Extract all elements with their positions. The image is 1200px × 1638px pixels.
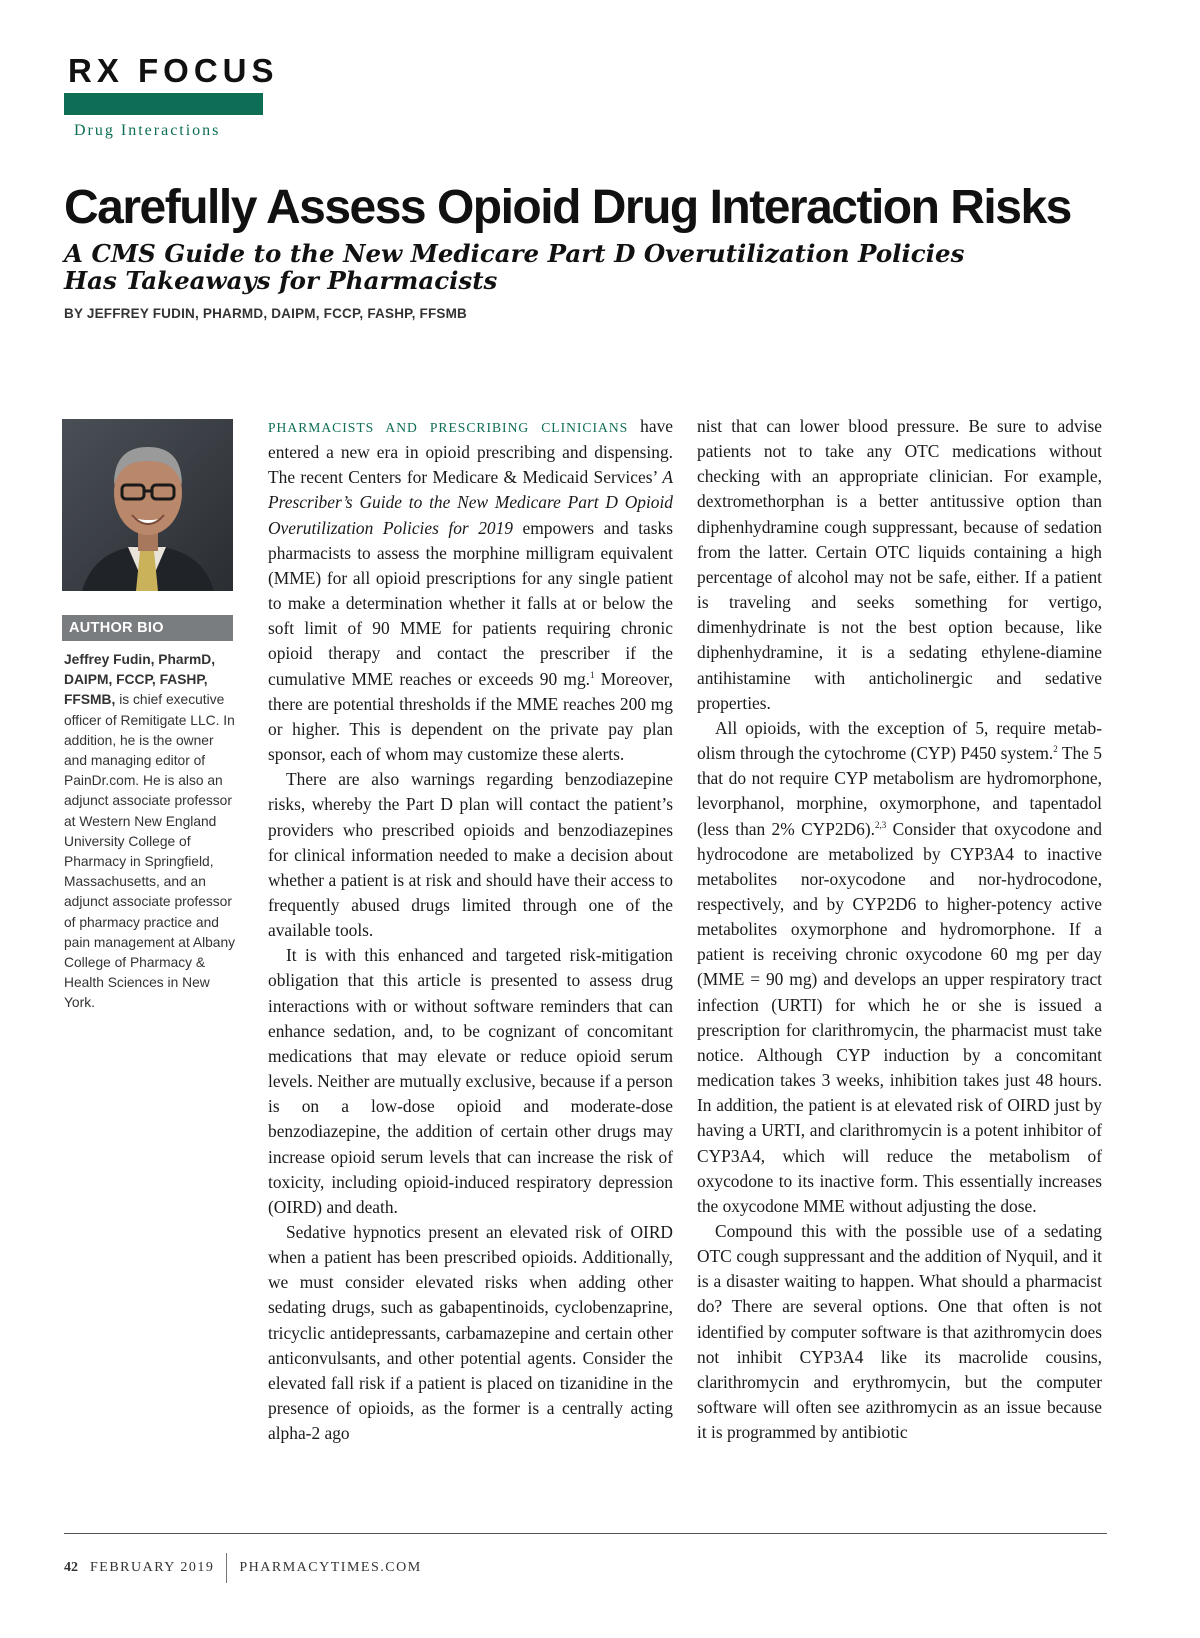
footer-rule	[64, 1533, 1107, 1534]
lead-in: PHARMACISTS AND PRESCRIBING CLINICIANS	[268, 420, 629, 435]
author-bio	[64, 650, 240, 1014]
author-photo	[62, 419, 233, 591]
article-headline: Carefully Assess Opioid Drug Interaction Risks	[64, 181, 1071, 234]
paragraph: Sedative hypnotics present an elevated risk of OIRD when a patient has been prescribed opioids. Additionally, we must consider elevated risks when adding other sedating drugs, such as gabapentinoids, cyclobenzaprine, tricyclic antidepressants, carbamazepine and certain other anticonvulsants, and other potential agents. Consider the elevated fall risk if a patient is placed on tizanidine in the presence of opioids, as the former is a centrally acting alpha-2 ago	[268, 1222, 673, 1444]
issue-date: FEBRUARY 2019	[90, 1560, 215, 1575]
article-column-1	[268, 414, 673, 1446]
section-bar	[64, 93, 263, 115]
section-subtitle: Drug Interactions	[74, 122, 221, 139]
paragraph: All opioids, with the exception of 5, require metabolism through the cytochrome (CYP) P450 system.$^2$ The 5 that do not require CYP metabolism are hydromorphone, levorphanol, morphine, oxymorphone, and tapentadol (less than 2% CYP2D6).$^{2,3}$ Consider that oxycodone and hydrocodone are metabolized by CYP3A4 to inactive metabolites nor-oxycodone and nor-hydrocodone, respectively, and by CYP2D6 to higher-potency active metabolites oxymorphone and hydromorphone. If a patient is receiving chronic oxycodone 60 mg per day (MME = 90 mg) and develops an upper respiratory tract infection (URTI) for which he or she is issued a prescription for clarithromycin, the pharmacist must take notice. Although CYP induction by a concomitant medication takes 3 weeks, inhibition takes just 48 hours. In addition, the patient is at elevated risk of OIRD just by having a URTI, and clarithromycin is a potent inhibitor of CYP3A4, which will reduce the metabolism of oxycodone to its inactive form. This essentially increases the oxycodone MME without adjusting the dose.	[697, 717, 1102, 1216]
author-bio-label: AUTHOR BIO	[62, 615, 233, 641]
author-name: Jeffrey Fudin, PharmD, DAIPM, FCCP, FASHP, FFSMB,	[64, 652, 216, 708]
paragraph: There are also warnings regarding benzodiazepine risks, whereby the Part D plan will contact the patient’s providers who prescribed opioids and benzodiazepines for clinical information needed to make a decision about whether a patient is at risk and should have their access to frequently abused drugs limited through one of the available tools.	[268, 769, 673, 941]
paragraph: nist that can lower blood pressure. Be sure to advise patients not to take any OTC medications without checking with an appropriate clinician. For example, dextromethorphan is a better antitussive option than diphenhydramine cough suppressant, because of sedation from the latter. Certain OTC liquids containing a high percentage of alcohol may not be safe, either. If a patient is traveling and seeks something for vertigo, dimenhydrinate is not the best option because, like diphenhydramine, it is a sedating ethylene-diamine antihistamine with anticholinergic and sedative properties.	[697, 416, 1102, 713]
page-footer	[64, 1553, 422, 1583]
article-byline: BY JEFFREY FUDIN, PHARMD, DAIPM, FCCP, FASHP, FFSMB	[64, 306, 467, 321]
page-number: 42	[64, 1560, 78, 1575]
section-title: RX FOCUS	[68, 52, 279, 89]
footer-divider	[226, 1553, 227, 1583]
article-column-2	[697, 414, 1102, 1445]
site-url: PHARMACYTIMES.COM	[239, 1560, 422, 1575]
paragraph: It is with this enhanced and targeted risk-mitigation obligation that this article is presented to assess drug interactions with or without software reminders that can enhance sedation, and, to be cognizant of concomitant medications that may elevate or reduce opioid serum levels. Neither are mutually exclusive, because if a person is on a low-dose opioid and moderate-dose benzodiazepine, the addition of certain other drugs may increase opioid serum levels that can increase the risk of toxicity, including opioid-induced respiratory depression (OIRD) and death.	[268, 945, 673, 1217]
article-deck: A CMS Guide to the New Medicare Part D Overutilization Policies Has Takeaways for Pharmacists	[64, 239, 965, 295]
author-bio-text: is chief executive officer of Remitigate LLC. In addition, he is the owner and managing editor of PainDr.com. He is also an adjunct associate professor at Western New England University College of Pharmacy in Springfield, Massachusetts, and an adjunct associate professor of pharmacy practice and pain management at Albany College of Pharmacy & Health Sciences in New York.	[64, 692, 236, 1011]
author-portrait-icon	[62, 419, 233, 591]
paragraph: Compound this with the possible use of a sedating OTC cough suppressant and the addition of Nyquil, and it is a disaster waiting to happen. What should a pharmacist do? There are several options. One that often is not identified by computer software is that azithromycin does not inhibit CYP3A4 like its macrolide cousins, clarithromycin and erythromycin, but the computer software will often see azithromycin as an issue because it is programmed by antibiotic	[697, 1221, 1102, 1443]
paragraph: PHARMACISTS AND PRESCRIBING CLINICIANS have entered a new era in opioid prescribing and dispensing. The recent Centers for Medicare & Medicaid Services’ A Prescriber’s Guide to the New Medicare Part D Opioid Overutilization Policies for 2019 empowers and tasks pharmacists to assess the morphine milligram equivalent (MME) for all opioid prescriptions for any single patient to make a determination whether it falls at or below the soft limit of 90 MME for patients requiring chronic opioid therapy and contact the prescriber if the cumulative MME reaches or exceeds 90 mg.$^1$ Moreover, there are potential thresholds if the MME reaches 200 mg or higher. This is dependent on the private pay plan sponsor, each of whom may customize these alerts.	[268, 416, 673, 765]
